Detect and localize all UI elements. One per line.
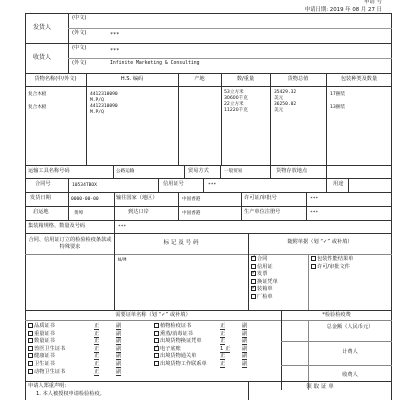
cert-right-zheng-2: 正 [220, 338, 226, 345]
hs-code2-2: M.P/Q [90, 110, 104, 115]
cert-left-zheng-3: 正 [94, 345, 100, 352]
cert-right-label-4: 出境货物通关单 [160, 353, 197, 360]
docs-header: 随附单据（划 “✓” 或补填） [287, 239, 353, 245]
application-number: 申请 号 [364, 0, 382, 5]
cert-left-zheng-6: 正 [94, 368, 100, 375]
transport-tool-label: 运输工具名称号码 [28, 168, 70, 174]
pack-1: 17捆装 [330, 92, 346, 97]
qty-2: 22立方米 [224, 102, 244, 107]
cert-right-zheng-4: 正 [220, 353, 226, 360]
value-1: 35429.32 [274, 90, 297, 95]
cert-left-checkbox-3[interactable] [28, 346, 33, 351]
cert-right-fu-4: 副 [242, 353, 248, 360]
consignee-en-value: Infinite Marketing & Consulting [110, 61, 200, 66]
attached-doc-label-5: 厂检单 [257, 293, 273, 300]
permit-value: *** [310, 197, 319, 202]
attached-doc-label-1: 信用证 [257, 263, 273, 270]
origin-header: 产地 [194, 76, 205, 82]
cert-left-fu-6: 副 [116, 368, 122, 375]
cert-right-label-1: 熏蒸/消毒证书 [160, 330, 193, 337]
attached-doc-checkbox-1[interactable] [251, 264, 256, 269]
cert-left-zheng-5: 正 [94, 360, 100, 367]
declare-label: 申请人郑重声明: [28, 383, 67, 389]
ship-date-value: 0000-00-00 [71, 197, 99, 202]
cert-left-checkbox-4[interactable] [28, 353, 33, 358]
cert-left-checkbox-1[interactable] [28, 331, 33, 336]
storage-label: 货物存放地点 [276, 168, 308, 174]
cert-right-label-2: 出境货物换证凭单 [160, 338, 202, 345]
qty-1: 53立方米 [224, 90, 244, 95]
attached-doc-label-0: 合同 [257, 256, 268, 262]
cert-left-zheng-1: 正 [94, 330, 100, 337]
hs-code-header: H.S. 编码 [120, 76, 144, 82]
qty2-2: 11220千克 [224, 108, 248, 113]
attached-doc-5 [251, 294, 278, 302]
cert-left-2 [28, 338, 122, 346]
trade-mode-label: 贸易方式 [188, 168, 209, 174]
cert-right-4 [154, 353, 248, 361]
cert-left-label-4: 健康证书 [34, 353, 55, 360]
value-2: 36250.02 [274, 102, 297, 107]
attached-doc-checkbox-4[interactable] [251, 286, 256, 291]
cert-right-zheng-0: 正 [220, 323, 226, 329]
cert-right-checkbox-3[interactable] [154, 346, 159, 351]
cert-right-2 [154, 338, 248, 346]
container-label: 集装箱规格、数量及号码 [28, 223, 86, 229]
attached-doc-label-2: 发票 [257, 271, 268, 278]
cert-right-checkbox-1[interactable] [154, 331, 159, 336]
container-value: *** [118, 225, 127, 230]
marks-value: N/M [118, 258, 127, 263]
cert-right-zheng-3: 1 正 [220, 345, 231, 352]
pack-header: 包装种类及数量 [340, 76, 378, 82]
currency-2: 美元 [274, 108, 284, 113]
cert-right-label-5: 出境货物工作联系单 [160, 360, 207, 367]
trade-mode-value: 一般贸易 [224, 169, 243, 174]
attached-doc-checkbox-0[interactable] [251, 256, 256, 261]
cert-left-zheng-0: 正 [94, 323, 100, 329]
consignee-cn-label: (中文) [72, 45, 87, 51]
value-header: 货物总值 [287, 76, 309, 82]
cert-left-fu-1: 副 [116, 330, 122, 337]
attached-doc-label-4: 装箱单 [257, 286, 273, 293]
depart-value: 黄埠 [74, 211, 84, 216]
cert-right-checkbox-2[interactable] [154, 338, 159, 343]
marks-header: 标 记 及 号 码 [163, 240, 199, 246]
hs-code2-1: M.P/Q [90, 98, 104, 103]
currency-1: 美元 [274, 96, 284, 101]
cert-right-5 [154, 360, 248, 369]
attached-doc-extra-0 [311, 256, 353, 264]
shipper-en-value: *** [110, 32, 120, 38]
cert-right-label-3: 电子底账 [160, 345, 181, 352]
use-label: 用途 [333, 181, 344, 187]
cert-left-checkbox-2[interactable] [28, 338, 33, 343]
attached-doc-extra-checkbox-0[interactable] [311, 256, 316, 261]
shipper-cn-label: (中文) [72, 15, 87, 21]
qty2-1: 30600千克 [224, 96, 248, 101]
cert-left-label-5: 卫生证书 [34, 360, 55, 367]
certs-header: 需要证单名称（划 “✓” 或补填） [115, 312, 191, 318]
cert-left-fu-4: 副 [116, 353, 122, 360]
arrive-label: 到达口岸 [128, 209, 149, 215]
cert-right-checkbox-0[interactable] [154, 323, 159, 328]
cert-right-fu-1: 副 [242, 330, 248, 337]
attached-doc-extra-1 [311, 264, 353, 272]
attached-doc-label-3: 换证凭单 [257, 278, 278, 285]
cert-right-zheng-5: 正 [220, 360, 226, 367]
attached-doc-checkbox-2[interactable] [251, 271, 256, 276]
cert-left-checkbox-6[interactable] [28, 369, 33, 374]
cert-right-checkbox-4[interactable] [154, 353, 159, 358]
hs-code-2: 4412310090 [90, 104, 118, 109]
total-amount-label: 总金额（人民币元） [326, 324, 374, 330]
cert-left-zheng-4: 正 [94, 353, 100, 360]
transport-tool-value: 公路运输 [116, 169, 135, 174]
contract-label: 合同号 [35, 181, 51, 187]
destination-label: 输往国家（地区） [116, 195, 158, 201]
shipper-label: 发货人 [33, 24, 52, 31]
attached-doc-2 [251, 271, 278, 279]
attached-doc-extra-checkbox-1[interactable] [311, 264, 316, 269]
attached-doc-extra-label-1: 许可/审批文件 [317, 263, 350, 270]
cert-left-fu-5: 副 [116, 360, 122, 367]
hs-code-1: 4412310090 [90, 92, 118, 97]
attached-doc-checkbox-5[interactable] [251, 294, 256, 299]
cert-left-4 [28, 353, 122, 361]
collect-person-label: 收费人 [342, 372, 358, 378]
cert-right-fu-0: 副 [242, 323, 248, 329]
depart-label: 启运地 [33, 209, 49, 215]
lc-label: 信用证号 [163, 181, 184, 187]
cert-left-label-1: 重量证书 [34, 330, 55, 337]
collect-docs-header: 领 取 证 单 [306, 384, 334, 390]
lc-value: *** [208, 183, 217, 188]
goods-name-2: 复合木板 [28, 105, 47, 110]
attached-docs-left [251, 256, 278, 302]
inspection-application-form [8, 0, 392, 400]
consignee-cn-value: *** [110, 48, 120, 54]
cert-right-label-0: 植物检疫证书 [160, 323, 192, 329]
attached-doc-extra-label-0: 包装性能结果单 [317, 256, 354, 262]
producer-value: *** [310, 211, 319, 216]
attached-docs-right [311, 256, 353, 271]
cert-left-fu-3: 副 [116, 345, 122, 352]
cert-left-label-3: 兽医卫生证书 [34, 345, 66, 352]
cert-left-zheng-2: 正 [94, 338, 100, 345]
cert-left-0 [28, 323, 122, 331]
permit-label: 许可证/审批号 [244, 195, 277, 201]
pack-2: 13捆装 [330, 105, 346, 110]
arrive-value: 中国香港 [182, 211, 201, 216]
cert-left-6 [28, 368, 122, 377]
cert-left-5 [28, 360, 122, 369]
fee-header: *检验检疫费 [322, 312, 351, 318]
attached-doc-checkbox-3[interactable] [251, 279, 256, 284]
attached-doc-4 [251, 286, 278, 294]
cert-right-fu-2: 副 [242, 338, 248, 345]
cert-left-fu-0: 副 [116, 323, 122, 329]
calc-person-label: 计费人 [342, 349, 358, 355]
cert-right-checkbox-5[interactable] [154, 361, 159, 366]
cert-left-label-6: 动物卫生证书 [34, 368, 66, 375]
cert-left-checkbox-0[interactable] [28, 323, 33, 328]
cert-right-zheng-1: 正 [220, 330, 226, 337]
ship-date-label: 发货日期 [30, 195, 51, 201]
cert-left-label-2: 数量证书 [34, 338, 55, 345]
certs-left-list [28, 323, 122, 376]
cert-left-label-0: 品质证书 [34, 323, 55, 329]
consignee-en-label: (外文) [72, 60, 87, 66]
producer-label: 生产单位注册号 [244, 209, 281, 215]
consignee-label: 收货人 [33, 54, 52, 61]
contract-terms-header: 合同、信用证订立的检验检疫条款或特殊要求 [28, 237, 112, 251]
cert-right-fu-3: 副 [242, 345, 248, 352]
destination-value: 中国香港 [182, 197, 201, 202]
cert-left-fu-2: 副 [116, 338, 122, 345]
contract-value: 10534TBOX [72, 183, 97, 188]
goods-name-header: 货物名称(中/外文) [34, 76, 77, 82]
attached-doc-0 [251, 256, 278, 264]
cert-right-0 [154, 323, 248, 331]
certs-right-list [154, 323, 248, 369]
cert-left-checkbox-5[interactable] [28, 361, 33, 366]
goods-name-1: 复合木板 [28, 92, 47, 97]
cert-right-fu-5: 副 [242, 360, 248, 367]
declare-line1: 1. 本人被授权申请检验检疫。 [36, 391, 105, 397]
shipper-en-label: (外文) [72, 30, 87, 36]
application-date: 申请日期: 2019 年 08 月 27 日 [304, 7, 382, 13]
quantity-header: 数/重量 [236, 76, 255, 82]
